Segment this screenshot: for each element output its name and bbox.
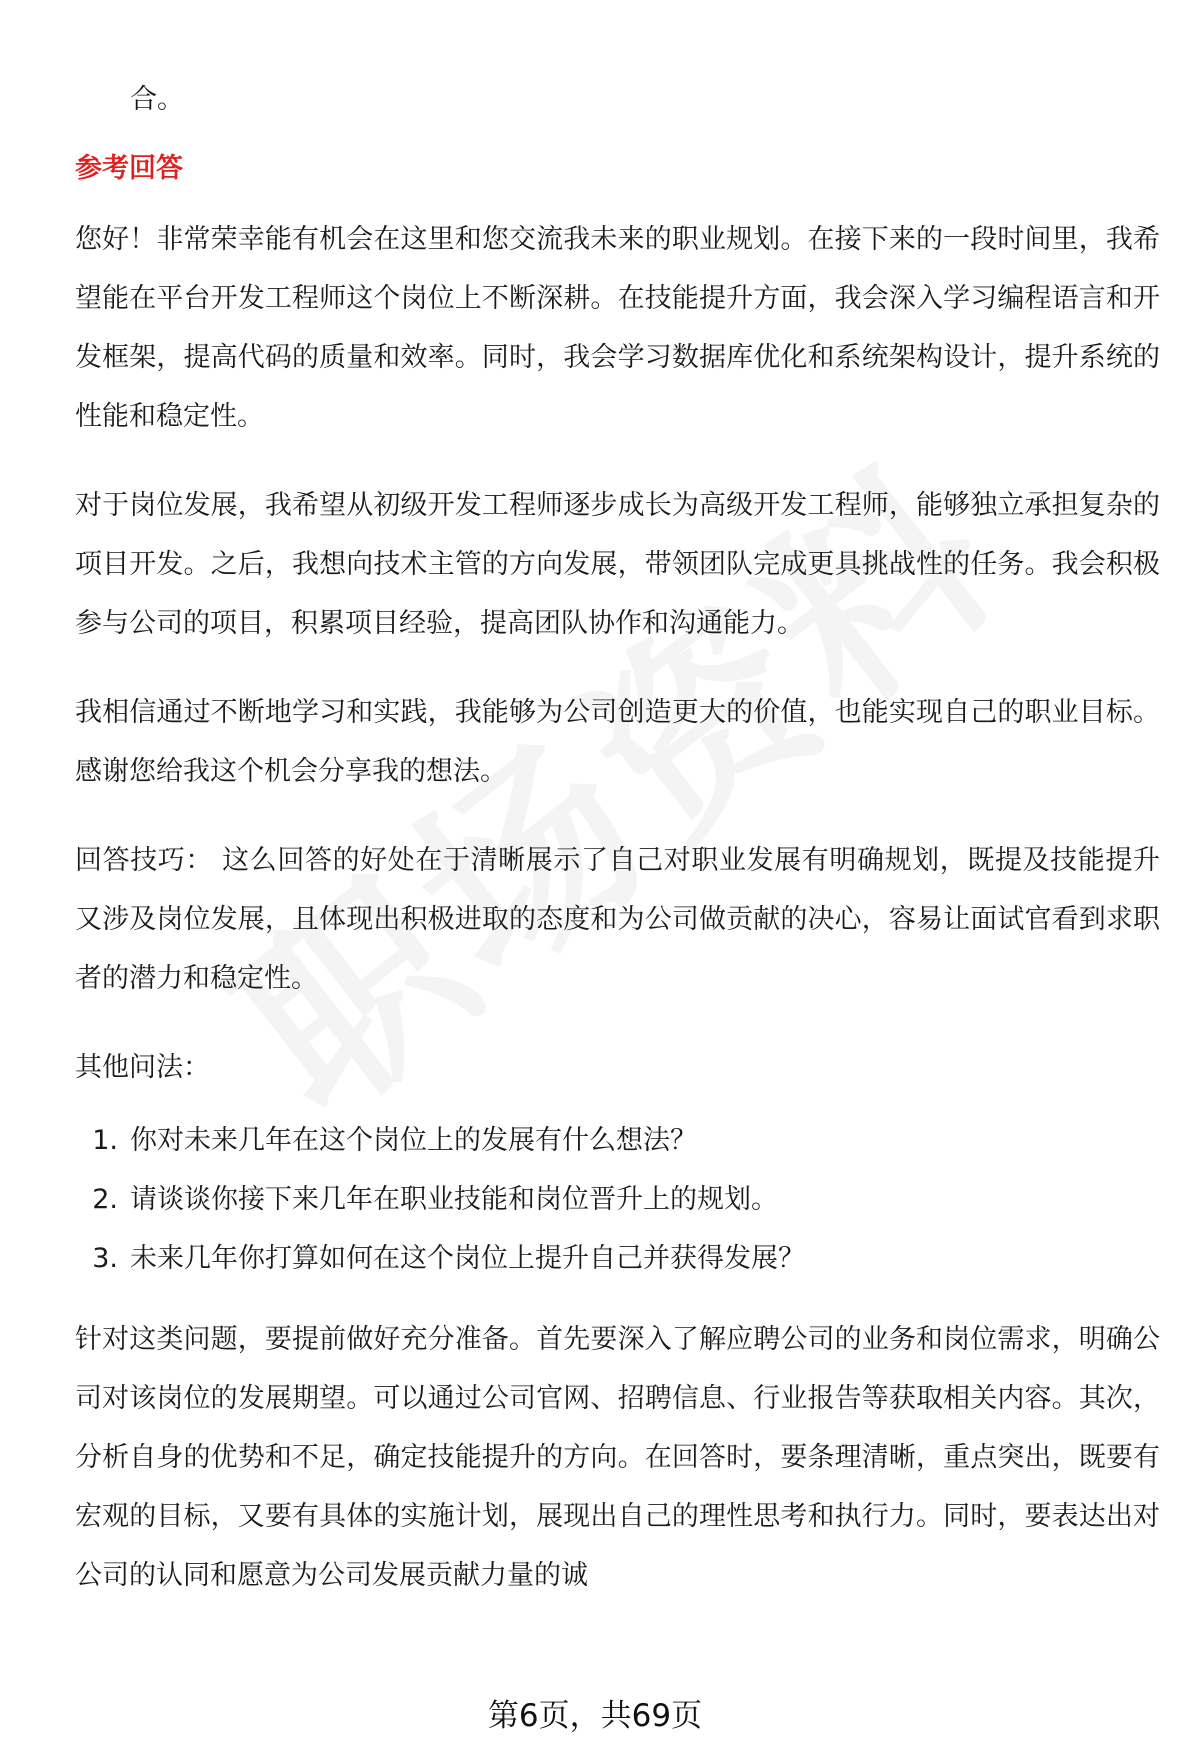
list-item bbox=[75, 1229, 1160, 1288]
answer-paragraph-2: 对于岗位发展，我希望从初级开发工程师逐步成长为高级开发工程师，能够独立承担复杂的项目开发。之后，我想向技术主管的方向发展，带领团队完成更具挑战性的任务。我会积极参与公司的项目，积累项目经验，提高团队协作和沟通能力。 bbox=[75, 490, 1160, 639]
answer-tips: 回答技巧： 这么回答的好处在于清晰展示了自己对职业发展有明确规划，既提及技能提升又涉及岗位发展，且体现出积极进取的态度和为公司做贡献的决心，容易让面试官看到求职者的潜力和稳定性。 bbox=[75, 845, 1160, 994]
page-number-footer: 第6页，共69页 bbox=[487, 1698, 703, 1734]
answer-paragraph-1: 您好！非常荣幸能有机会在这里和您交流我未来的职业规划。在接下来的一段时间里，我希望能在平台开发工程师这个岗位上不断深耕。在技能提升方面，我会深入学习编程语言和开发框架，提高代码的质量和效率。同时，我会学习数据库优化和系统架构设计，提升系统的性能和稳定性。 bbox=[75, 224, 1160, 432]
list-item-text: 你对未来几年在这个岗位上的发展有什么想法？ bbox=[130, 1125, 697, 1156]
advice-paragraph: 针对这类问题，要提前做好充分准备。首先要深入了解应聘公司的业务和岗位需求，明确公司对该岗位的发展期望。可以通过公司官网、招聘信息、行业报告等获取相关内容。其次，分析自身的优势和不足，确定技能提升的方向。在回答时，要条理清晰，重点突出，既要有宏观的目标，又要有具体的实施计划，展现出自己的理性思考和执行力。同时，要表达出对公司的认同和愿意为公司发展贡献力量的诚 bbox=[75, 1324, 1160, 1591]
other-questions-label: 其他问法： bbox=[75, 1052, 210, 1083]
list-item-number: 1. bbox=[92, 1125, 118, 1156]
section-heading: 参考回答 bbox=[75, 153, 183, 184]
other-questions-list bbox=[75, 1111, 1160, 1288]
list-item-number: 3. bbox=[92, 1243, 118, 1274]
list-item bbox=[75, 1111, 1160, 1170]
continued-text-fragment: 合。 bbox=[130, 84, 184, 115]
list-item-text: 请谈谈你接下来几年在职业技能和岗位晋升上的规划。 bbox=[130, 1184, 778, 1215]
answer-paragraph-3: 我相信通过不断地学习和实践，我能够为公司创造更大的价值，也能实现自己的职业目标。感谢您给我这个机会分享我的想法。 bbox=[75, 697, 1160, 787]
page-content bbox=[75, 70, 1160, 1605]
list-item bbox=[75, 1170, 1160, 1229]
list-item-text: 未来几年你打算如何在这个岗位上提升自己并获得发展？ bbox=[130, 1243, 805, 1274]
list-item-number: 2. bbox=[92, 1184, 118, 1215]
